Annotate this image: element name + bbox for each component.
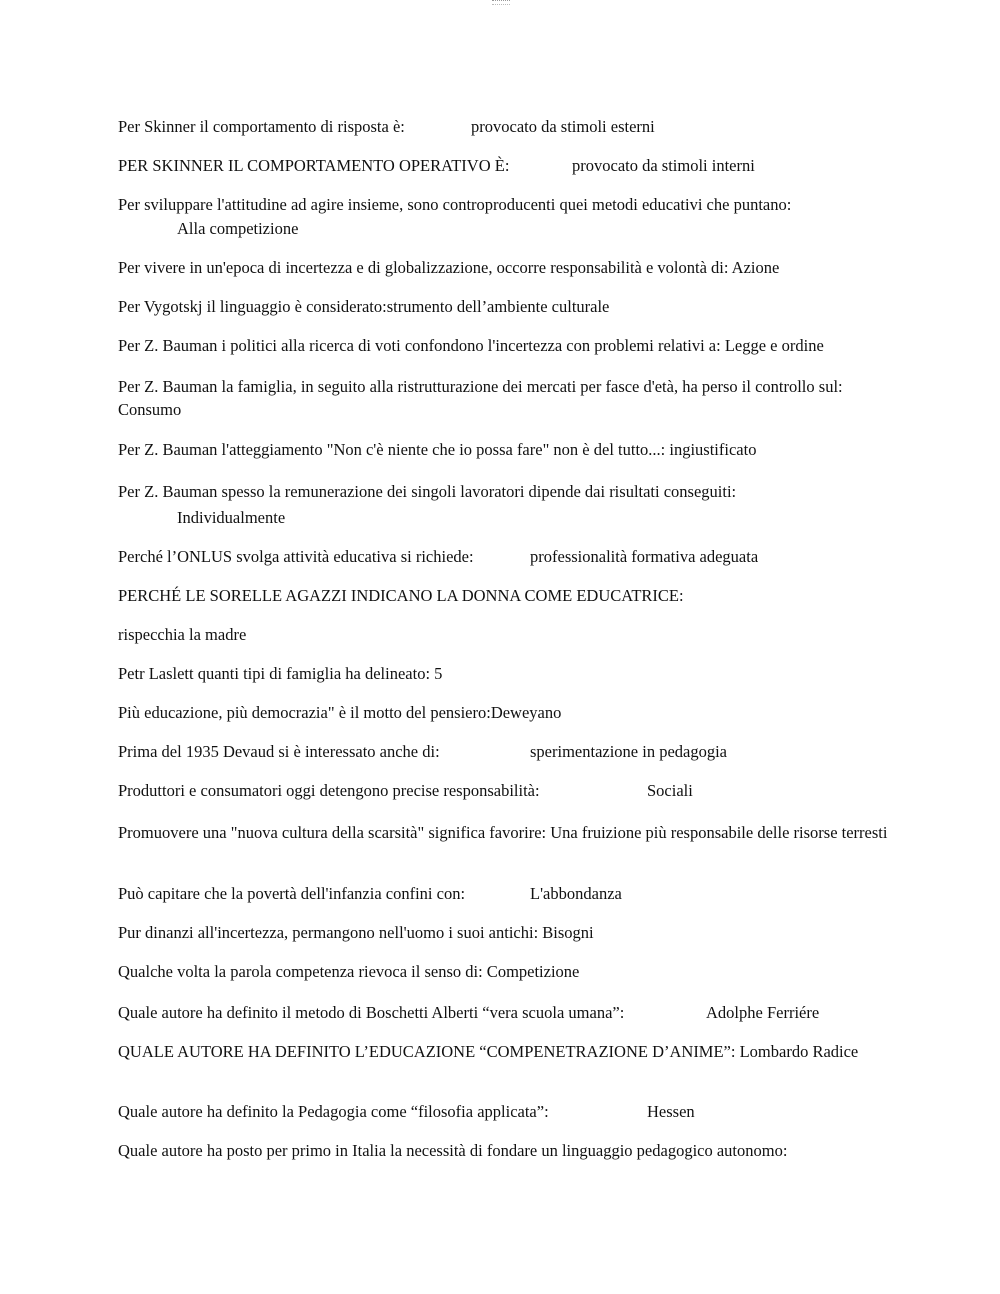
- entry-bauman-politici: Per Z. Bauman i politici alla ricerca di voti confondono l'incertezza con problemi relativi a: Legge e ordine: [118, 336, 824, 355]
- question: Prima del 1935 Devaud si è interessato anche di:: [118, 742, 440, 761]
- entry-skinner-operativo: [118, 156, 755, 176]
- entry-bisogni: Pur dinanzi all'incertezza, permangono nell'uomo i suoi antichi: Bisogni: [118, 923, 594, 942]
- answer: Consumo: [118, 400, 182, 419]
- entry-laslett: Petr Laslett quanti tipi di famiglia ha delineato: 5: [118, 664, 443, 683]
- entry-incertezza: Per vivere in un'epoca di incertezza e di globalizzazione, occorre responsabilità e volontà di: Azione: [118, 258, 780, 277]
- answer: Hessen: [647, 1102, 695, 1121]
- answer: Individualmente: [177, 508, 286, 527]
- entry-bauman-atteggiamento: Per Z. Bauman l'atteggiamento "Non c'è niente che io possa fare" non è del tutto...: ingiustificato: [118, 440, 757, 459]
- entry-competenza: Qualche volta la parola competenza rievoca il senso di: Competizione: [118, 962, 580, 981]
- question: Produttori e consumatori oggi detengono precise responsabilità:: [118, 781, 540, 800]
- entry-agazzi: PERCHÉ LE SORELLE AGAZZI INDICANO LA DONNA COME EDUCATRICE:: [118, 586, 684, 605]
- question: Può capitare che la povertà dell'infanzia confini con:: [118, 884, 466, 903]
- question: Per sviluppare l'attitudine ad agire insieme, sono controproducenti quei metodi educativi che puntano:: [118, 195, 792, 214]
- answer: Alla competizione: [177, 219, 299, 238]
- entry-bauman-famiglia: [118, 375, 888, 421]
- question: Per Skinner il comportamento di risposta è:: [118, 117, 405, 136]
- entry-hessen: [118, 1102, 695, 1122]
- entry-scarsita: Promuovere una "nuova cultura della scarsità" significa favorire: Una fruizione più responsabile delle risorse terresti: [118, 823, 888, 842]
- page-header-mark: [492, 0, 510, 5]
- entry-bauman-remunerazione: [118, 482, 736, 528]
- answer: Sociali: [647, 781, 693, 800]
- entry-poverta: [118, 884, 622, 904]
- entry-linguaggio: Quale autore ha posto per primo in Italia la necessità di fondare un linguaggio pedagogico autonomo:: [118, 1141, 788, 1160]
- answer: provocato da stimoli interni: [572, 156, 755, 175]
- entry-attitudine: [118, 195, 791, 239]
- answer: L'abbondanza: [530, 884, 622, 903]
- entry-onlus: [118, 547, 759, 567]
- answer: Adolphe Ferriére: [706, 1003, 820, 1022]
- entry-boschetti: [118, 1003, 820, 1023]
- entry-devaud: [118, 742, 728, 762]
- question: Quale autore ha definito la Pedagogia come “filosofia applicata”:: [118, 1102, 549, 1121]
- entry-produttori: [118, 781, 693, 801]
- question: Per Z. Bauman la famiglia, in seguito alla ristrutturazione dei mercati per fasce d'età, ha perso il controllo sul:: [118, 377, 843, 396]
- entry-agazzi-answer: rispecchia la madre: [118, 625, 247, 644]
- entry-compenetrazione: QUALE AUTORE HA DEFINITO L’EDUCAZIONE “COMPENETRAZIONE D’ANIME”: Lombardo Radice: [118, 1042, 859, 1061]
- question: Per Z. Bauman spesso la remunerazione dei singoli lavoratori dipende dai risultati conseguiti:: [118, 482, 737, 501]
- entry-dewey: Più educazione, più democrazia" è il motto del pensiero:Deweyano: [118, 703, 562, 722]
- answer: sperimentazione in pedagogia: [530, 742, 728, 761]
- entry-vygotskj: Per Vygotskj il linguaggio è considerato:strumento dell’ambiente culturale: [118, 297, 610, 316]
- entry-skinner-risposta: [118, 117, 655, 137]
- answer: provocato da stimoli esterni: [471, 117, 655, 136]
- question: Perché l’ONLUS svolga attività educativa si richiede:: [118, 547, 474, 566]
- question: Quale autore ha definito il metodo di Boschetti Alberti “vera scuola umana”:: [118, 1003, 625, 1022]
- question: PER SKINNER IL COMPORTAMENTO OPERATIVO È:: [118, 156, 510, 175]
- answer: professionalità formativa adeguata: [530, 547, 759, 566]
